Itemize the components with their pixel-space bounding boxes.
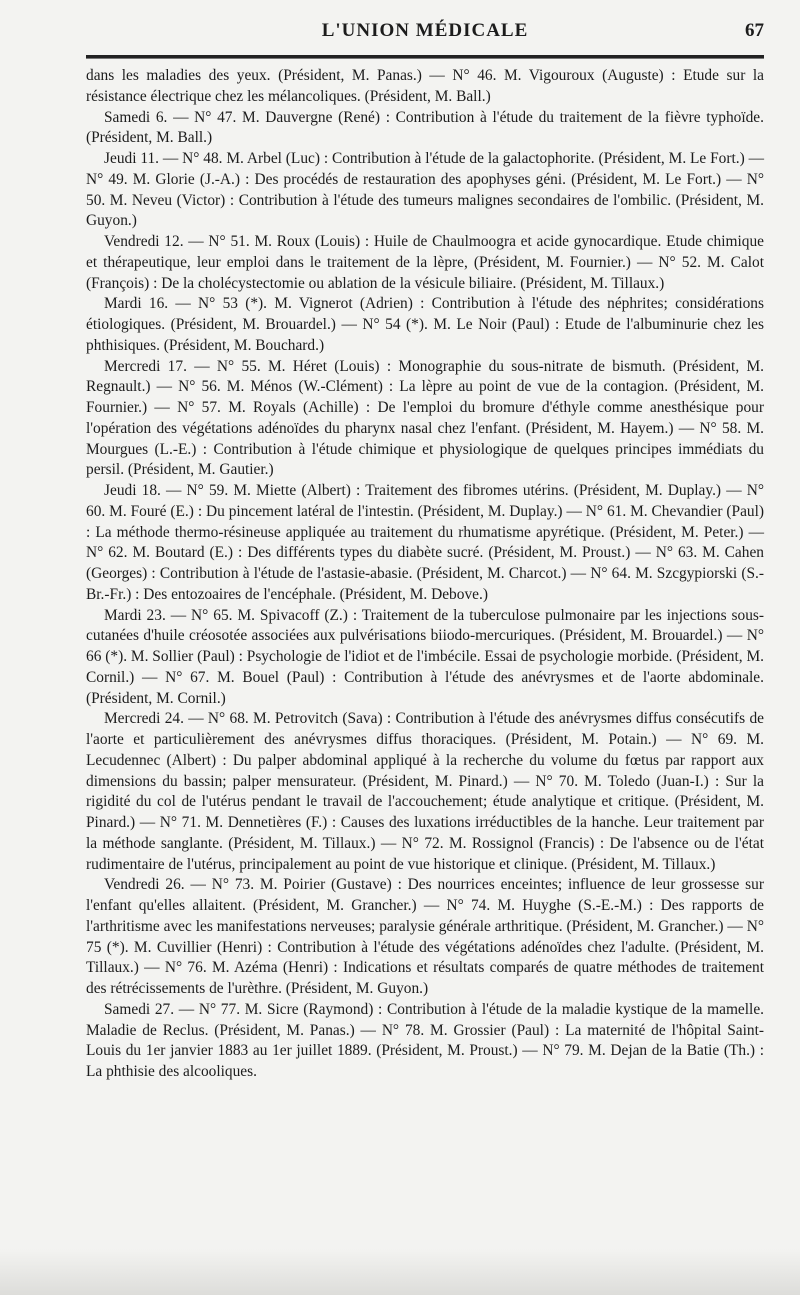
running-title: L'UNION MÉDICALE [321,20,529,41]
paragraph: Jeudi 18. — N° 59. M. Miette (Albert) : Traitement des fibromes utérins. (Président, M. Duplay.) — N° 60. M. Fouré (E.) : Du pincement latéral de l'intestin. (Président, M. Duplay.) — N° 61. M. Chevandier (Paul) : La méthode thermo-résineuse appliquée au traitement du rhumatisme apyrétique. (Président, M. Peter.) — N° 62. M. Boutard (E.) : Des différents types du diabète sucré. (Président, M. Proust.) — N° 63. M. Cahen (Georges) : Contribution à l'étude de l'astasie-abasie. (Président, M. Charcot.) — N° 64. M. Szcgypiorski (S.-Br.-Fr.) : Des entozoaires de l'encéphale. (Président, M. Debove.) [86,482,764,603]
page-bottom-margin [0,1249,800,1295]
thesis-list [86,66,764,1083]
paragraph: dans les maladies des yeux. (Président, M. Panas.) — N° 46. M. Vigouroux (Auguste) : Etude sur la résistance électrique chez les mélancoliques. (Président, M. Ball.) [86,67,764,105]
paragraph: Jeudi 11. — N° 48. M. Arbel (Luc) : Contribution à l'étude de la galactophorite. (Président, M. Le Fort.) — N° 49. M. Glorie (J.-A.) : Des procédés de restauration des apophyses géni. (Président, M. Le Fort.) — N° 50. M. Neveu (Victor) : Contribution à l'étude des tumeurs malignes secondaires de l'ombilic. (Président, M. Guyon.) [86,150,764,230]
header-rule [86,55,764,59]
paragraph: Mardi 16. — N° 53 (*). M. Vignerot (Adrien) : Contribution à l'étude des néphrites; considérations étiologiques. (Président, M. Brouardel.) — N° 54 (*). M. Le Noir (Paul) : Etude de l'albuminurie chez les phthisiques. (Président, M. Bouchard.) [86,295,764,354]
paragraph: Samedi 6. — N° 47. M. Dauvergne (René) : Contribution à l'étude du traitement de la fièvre typhoïde. (Président, M. Ball.) [86,108,764,147]
paragraph: Mercredi 24. — N° 68. M. Petrovitch (Sava) : Contribution à l'étude des anévrysmes diffus consécutifs de l'aorte et particulièrement des anévrysmes diffus thoraciques. (Président, M. Potain.) — N° 69. M. Lecudennec (Albert) : Du palper abdominal appliqué à la recherche du volume du fœtus par rapport aux dimensions du bassin; palper mensurateur. (Président, M. Pinard.) — N° 70. M. Toledo (Juan-I.) : Sur la rigidité du col de l'utérus pendant le travail de l'accouchement; étude analytique et critique. (Président, M. Pinard.) — N° 71. M. Dennetières (F.) : Causes des luxations irréductibles de la hanche. Leur traitement par la méthode sanglante. (Président, M. Tillaux.) — N° 72. M. Rossignol (Francis) : De l'absence ou de l'état rudimentaire de l'utérus, principalement au point de vue historique et clinique. (Président, M. Tillaux.) [86,710,764,873]
paragraph: Samedi 27. — N° 77. M. Sicre (Raymond) : Contribution à l'étude de la maladie kystique de la mamelle. Maladie de Reclus. (Président, M. Panas.) — N° 78. M. Grossier (Paul) : La maternité de l'hôpital Saint-Louis du 1er janvier 1883 au 1er juillet 1889. (Président, M. Proust.) — N° 79. M. Dejan de la Batie (Th.) : La phthisie des alcooliques. [86,1000,764,1080]
paragraph: Vendredi 12. — N° 51. M. Roux (Louis) : Huile de Chaulmoogra et acide gynocardique. Etude chimique et thérapeutique, leur emploi dans le traitement de la lèpre, (Président, M. Fournier.) — N° 52. M. Calot (François) : De la cholécystectomie ou ablation de la vésicule biliaire. (Président, M. Tillaux.) [86,233,764,292]
page-number: 67 [745,20,764,41]
paragraph: Mercredi 17. — N° 55. M. Héret (Louis) : Monographie du sous-nitrate de bismuth. (Président, M. Regnault.) — N° 56. M. Ménos (W.-Clément) : La lèpre au point de vue de la contagion. (Président, M. Fournier.) — N° 57. M. Royals (Achille) : De l'emploi du bromure d'éthyle comme anesthésique pour l'opération des végétations adénoïdes du pharynx nasal chez l'enfant. (Président, M. Hayem.) — N° 58. M. Mourgues (L.-E.) : Contribution à l'étude chimique et physiologique de quelques principes immédiats du persil. (Président, M. Gautier.) [86,357,764,479]
page-header [86,20,764,52]
paragraph: Mardi 23. — N° 65. M. Spivacoff (Z.) : Traitement de la tuberculose pulmonaire par les injections sous-cutanées d'huile créosotée associées aux pulvérisations biiodo-mercuriques. (Président, M. Brouardel.) — N° 66 (*). M. Sollier (Paul) : Psychologie de l'idiot et de l'imbécile. Essai de psychologie morbide. (Président, M. Cornil.) — N° 67. M. Bouel (Paul) : Contribution à l'étude des anévrysmes et de l'aorte abdominale. (Président, M. Cornil.) [86,606,764,707]
paragraph: Vendredi 26. — N° 73. M. Poirier (Gustave) : Des nourrices enceintes; influence de leur grossesse sur l'enfant qu'elles allaitent. (Président, M. Grancher.) — N° 74. M. Huyghe (S.-E.-M.) : Des rapports de l'arthritisme avec les manifestations nerveuses; paralysie générale arthritique. (Président, M. Grancher.) — N° 75 (*). M. Cuvillier (Henri) : Contribution à l'étude des végétations adénoïdes chez l'adulte. (Président, M. Tillaux.) — N° 76. M. Azéma (Henri) : Indications et résultats comparés de quatre méthodes de traitement des rétrécissements de l'urèthre. (Président, M. Guyon.) [86,876,764,997]
